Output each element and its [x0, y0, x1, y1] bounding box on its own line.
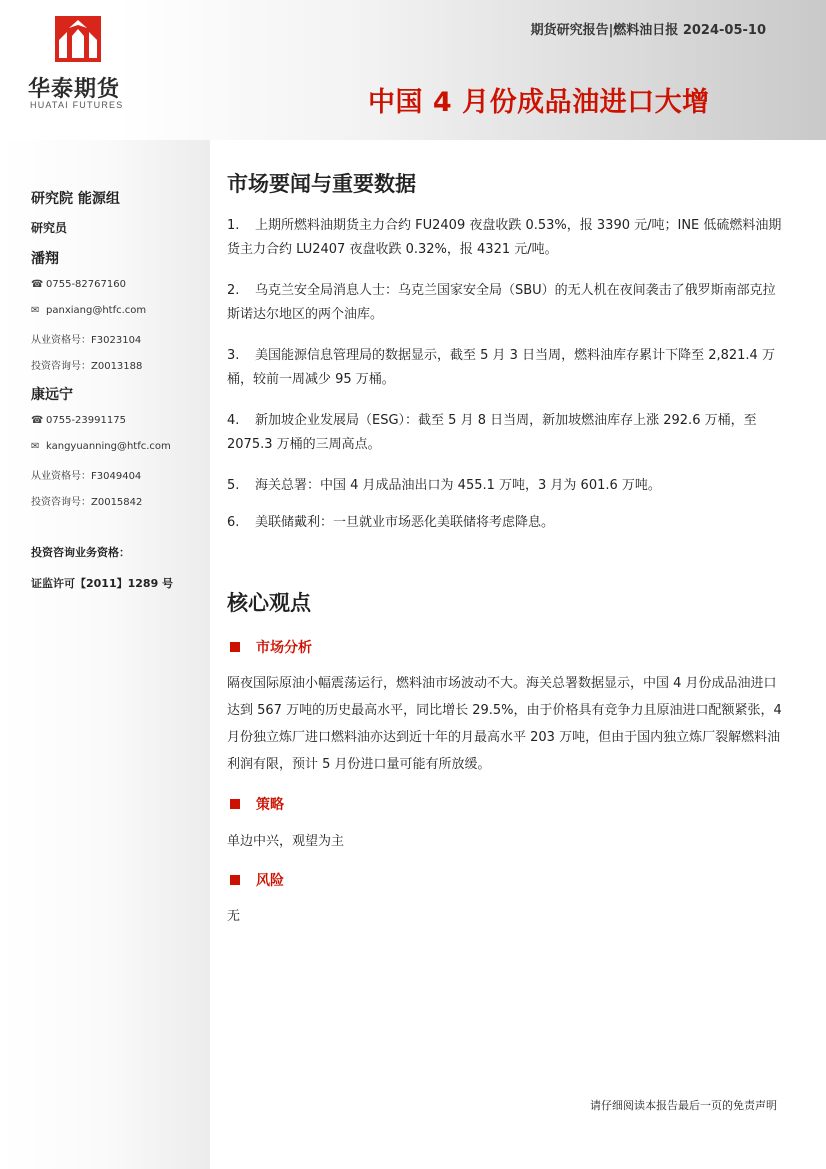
author-sidebar	[0, 140, 210, 1169]
news-item: 6. 美联储戴利：一旦就业市场恶化美联储将考虑降息。	[227, 515, 555, 530]
report-header	[0, 0, 826, 140]
license-number: 证监许可【2011】1289 号	[31, 577, 174, 590]
bullet-square-icon	[230, 799, 240, 809]
company-name-en: HUATAI FUTURES	[30, 100, 124, 110]
core-view-heading: 核心观点	[227, 591, 311, 615]
phone-icon: ☎	[31, 279, 44, 290]
analyst-email[interactable]: ✉ kangyuanning@htfc.com	[31, 441, 171, 452]
analyst-invest-number: 投资咨询号：Z0013188	[31, 361, 143, 372]
report-label: 期货研究报告|燃料油日报 2024-05-10	[530, 23, 766, 38]
strategy-text: 单边中兴，观望为主	[227, 834, 345, 849]
disclaimer-note: 请仔细阅读本报告最后一页的免责声明	[590, 1099, 777, 1112]
market-analysis-title: 市场分析	[230, 637, 312, 657]
qualification-title: 投资咨询业务资格：	[31, 546, 130, 559]
analyst-phone: ☎ 0755-23991175	[31, 415, 126, 426]
news-item: 3. 美国能源信息管理局的数据显示，截至 5 月 3 日当周，燃料油库存累计下降至 2,821.4 万桶，较前一周减少 95 万桶。	[227, 348, 775, 387]
envelope-icon: ✉	[31, 305, 40, 316]
market-analysis-text: 隔夜国际原油小幅震荡运行，燃料油市场波动不大。海关总署数据显示，中国 4 月份成品油进口达到 567 万吨的历史最高水平，同比增长 29.5%，由于价格具有竞争力且原油进口配额紧张，4 月份独立炼厂进口燃料油亦达到近十年的月最高水平 203 万吨，但由于国内独立炼厂裂解燃料油利润有限，预计 5 月份进口量可能有所放缓。	[227, 676, 782, 772]
risk-title: 风险	[230, 870, 284, 890]
analyst-name: 康远宁	[31, 387, 73, 403]
bullet-square-icon	[230, 875, 240, 885]
role-label: 研究员	[31, 221, 68, 235]
analyst-name: 潘翔	[31, 251, 59, 267]
phone-icon: ☎	[31, 415, 44, 426]
department-label: 研究院 能源组	[31, 191, 120, 207]
bullet-square-icon	[230, 642, 240, 652]
strategy-title: 策略	[230, 794, 284, 814]
analyst-qualification: 从业资格号：F3049404	[31, 471, 142, 482]
risk-text: 无	[227, 909, 241, 924]
news-item: 2. 乌克兰安全局消息人士：乌克兰国家安全局（SBU）的无人机在夜间袭击了俄罗斯南部克拉斯诺达尔地区的两个油库。	[227, 283, 776, 322]
envelope-icon: ✉	[31, 441, 40, 452]
news-item: 4. 新加坡企业发展局（ESG）：截至 5 月 8 日当周，新加坡燃油库存上涨 292.6 万桶，至 2075.3 万桶的三周高点。	[227, 413, 757, 452]
report-title: 中国 4 月份成品油进口大增	[368, 87, 710, 118]
news-item: 1. 上期所燃料油期货主力合约 FU2409 夜盘收跌 0.53%，报 3390 元/吨；INE 低硫燃料油期货主力合约 LU2407 夜盘收跌 0.32%，报 4321 元/吨。	[227, 218, 782, 257]
company-name-cn: 华泰期货	[28, 77, 121, 102]
huatai-logo-icon	[55, 16, 101, 62]
analyst-invest-number: 投资咨询号：Z0015842	[31, 497, 143, 508]
analyst-phone: ☎ 0755-82767160	[31, 279, 126, 290]
news-heading: 市场要闻与重要数据	[227, 172, 416, 196]
analyst-email[interactable]: ✉ panxiang@htfc.com	[31, 305, 147, 316]
news-item: 5. 海关总署：中国 4 月成品油出口为 455.1 万吨，3 月为 601.6 万吨。	[227, 478, 661, 493]
analyst-qualification: 从业资格号：F3023104	[31, 335, 142, 346]
